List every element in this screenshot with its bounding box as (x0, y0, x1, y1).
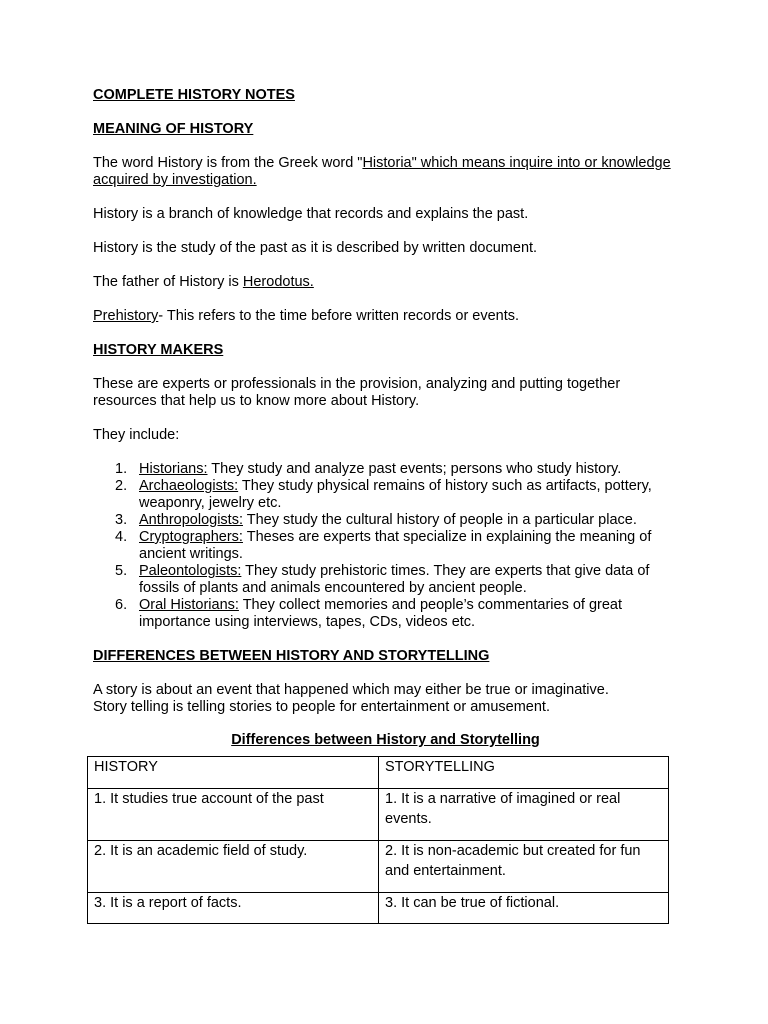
story-definition: A story is about an event that happened which may either be true or imaginative. (93, 682, 609, 698)
prehistory-term: Prehistory (93, 308, 159, 324)
meaning-paragraph-1 (93, 155, 678, 189)
table-cell: 1. It studies true account of the past (88, 789, 379, 841)
list-item-number: 5. (115, 563, 128, 579)
table-header-row (88, 757, 669, 789)
list-item-text: Theses are experts that specialize in explaining the meaning of ancient writings. (139, 529, 652, 562)
table-header-history: HISTORY (88, 757, 379, 789)
table-cell: 1. It is a narrative of imagined or real events. (379, 789, 669, 841)
history-makers-intro: These are experts or professionals in the provision, analyzing and putting together resources that help us to know more about History. (93, 376, 621, 409)
list-item-number: 1. (115, 461, 128, 477)
document-page (93, 87, 678, 924)
table-cell: 2. It is non-academic but created for fun and entertainment. (379, 841, 669, 893)
list-item (93, 563, 678, 597)
meaning-paragraph-4 (93, 274, 678, 291)
meaning-paragraph-5 (93, 308, 678, 325)
table-cell: 3. It is a report of facts. (88, 893, 379, 924)
table-row (88, 893, 669, 924)
list-item-text: They study and analyze past events; persons who study history. (207, 461, 622, 477)
list-item (93, 529, 678, 563)
herodotus-text: Herodotus. (242, 274, 314, 290)
meaning-heading: MEANING OF HISTORY (93, 121, 254, 137)
list-item-term: Anthropologists: (139, 512, 243, 528)
list-item-text: They study prehistoric times. They are experts that give data of fossils of plants and animals encountered by ancient people. (139, 563, 650, 596)
list-item (93, 478, 678, 512)
list-item (93, 461, 678, 478)
meaning-paragraph-2: History is a branch of knowledge that records and explains the past. (93, 206, 529, 222)
history-makers-list (93, 461, 678, 631)
list-item-term: Cryptographers: (139, 529, 243, 545)
list-item-term: Oral Historians: (139, 597, 239, 613)
list-item-number: 6. (115, 597, 128, 613)
meaning-p1-underlined: Historia" which means inquire into or knowledge acquired by investigation. (93, 155, 671, 188)
storytelling-definition: Story telling is telling stories to people for entertainment or amusement. (93, 699, 550, 715)
meaning-p1-prefix: The word History is from the Greek word " (93, 155, 363, 171)
list-item-text: They collect memories and people’s commentaries of great importance using interviews, tapes, CDs, videos etc. (139, 597, 623, 630)
prehistory-definition: - This refers to the time before written records or events. (158, 308, 520, 324)
list-item-text: They study the cultural history of people in a particular place. (242, 512, 637, 528)
they-include-text: They include: (93, 427, 180, 443)
table-row (88, 841, 669, 893)
list-item-number: 2. (115, 478, 128, 494)
list-item-text: They study physical remains of history such as artifacts, pottery, weaponry, jewelry etc. (139, 478, 652, 511)
meaning-p4-prefix: The father of History is (93, 274, 243, 290)
table-row (88, 789, 669, 841)
list-item-term: Historians: (139, 461, 208, 477)
list-item-number: 3. (115, 512, 128, 528)
list-item-number: 4. (115, 529, 128, 545)
history-makers-heading: HISTORY MAKERS (93, 342, 224, 358)
meaning-paragraph-3: History is the study of the past as it is described by written document. (93, 240, 538, 256)
table-header-storytelling: STORYTELLING (379, 757, 669, 789)
list-item-term: Paleontologists: (139, 563, 242, 579)
table-title: Differences between History and Storytelling (231, 732, 540, 748)
table-cell: 2. It is an academic field of study. (88, 841, 379, 893)
list-item-term: Archaeologists: (139, 478, 239, 494)
table-cell: 3. It can be true of fictional. (379, 893, 669, 924)
differences-heading: DIFFERENCES BETWEEN HISTORY AND STORYTELLING (93, 648, 490, 664)
differences-table (87, 756, 669, 924)
list-item (93, 597, 678, 631)
document-title: COMPLETE HISTORY NOTES (93, 87, 295, 103)
list-item (93, 512, 678, 529)
